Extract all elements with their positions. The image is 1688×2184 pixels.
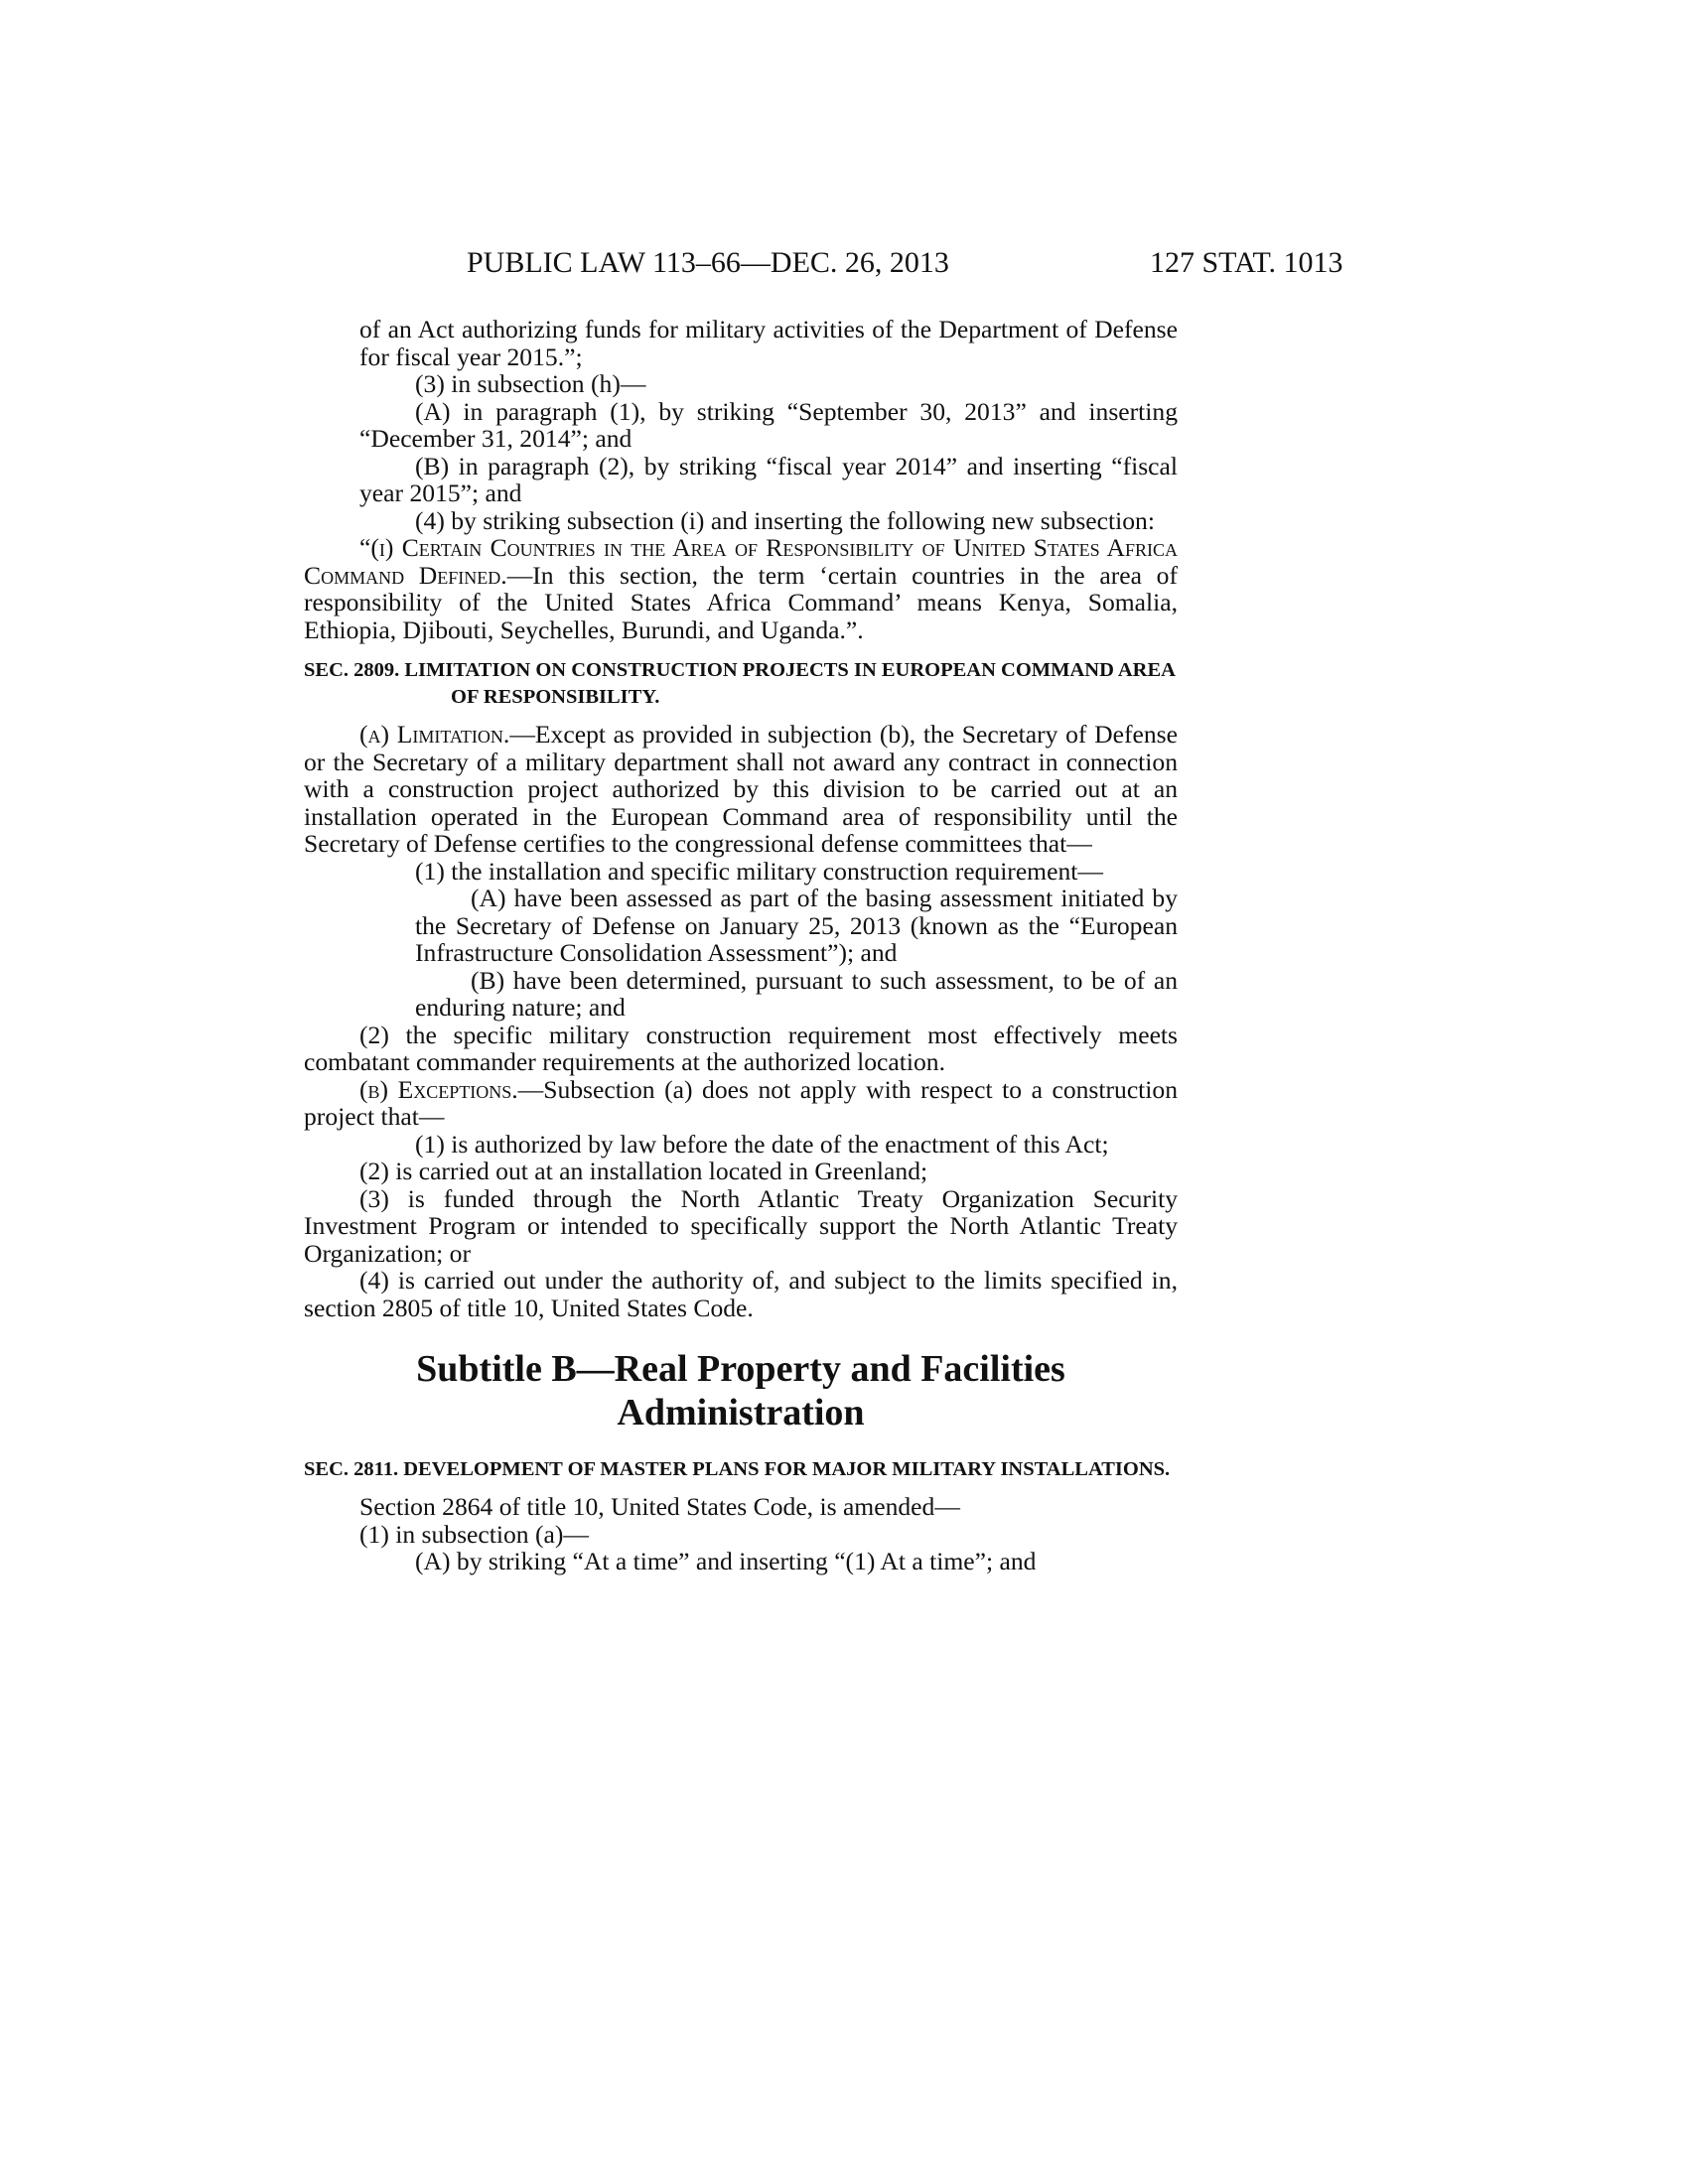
subtitle-heading: Subtitle B—Real Property and Facilities Administration [416, 1348, 1065, 1433]
paragraph-3-A: (A) in paragraph (1), by striking “September 30, 2013” and inserting “December 31, 2014”; and [359, 396, 1178, 453]
subsection-b-heading: (b) Exceptions. [359, 1074, 518, 1104]
new-subsection-i [304, 534, 1178, 643]
paragraph-3: (3) in subsection (h)— [415, 369, 646, 398]
running-head [0, 246, 1688, 286]
section-2811-1: (1) in subsection (a)— [359, 1519, 589, 1549]
subsection-a-2: (2) the specific military construction requirement most effectively meets combatant commander requirements at the authorized location. [304, 1020, 1178, 1076]
paragraph-continuation: of an Act authorizing funds for military activities of the Department of Defense for fiscal year 2015.”; [359, 315, 1178, 371]
running-head-title: PUBLIC LAW 113–66—DEC. 26, 2013 [467, 246, 949, 279]
subsection-i-text: —In this section, the term ‘certain countries in the area of responsibility of the United States Africa Command’ means Kenya, Somalia, Ethiopia, Djibouti, Seychelles, Burundi, and Uganda.”. [304, 560, 1178, 644]
subsection-a-text: —Except as provided in subjection (b), the Secretary of Defense or the Secretary of a military department shall not award any contract in connection with a construction project authorized by this division to be carried out at an installation operated in the European Command area of responsibility until the Secretary of Defense certifies to the congressional defense committees that— [304, 720, 1178, 858]
section-2811-1-A: (A) by striking “At a time” and inserting “(1) At a time”; and [415, 1547, 1037, 1575]
paragraph-4: (4) by striking subsection (i) and inserting the following new subsection: [415, 505, 1155, 535]
subsection-a-1-B: (B) have been determined, pursuant to such assessment, to be of an enduring nature; and [415, 965, 1178, 1022]
subsection-b-4: (4) is carried out under the authority of, and subject to the limits specified in, section 2805 of title 10, United States Code. [304, 1266, 1178, 1322]
section-2811-heading: SEC. 2811. DEVELOPMENT OF MASTER PLANS FOR MAJOR MILITARY INSTALLATIONS. [304, 1458, 1171, 1480]
subsection-b [304, 1076, 1178, 1131]
document-body [304, 316, 1178, 1575]
subsection-b-2: (2) is carried out at an installation located in Greenland; [359, 1157, 928, 1185]
paragraph-3-B: (B) in paragraph (2), by striking “fiscal year 2014” and inserting “fiscal year 2015”; and [359, 451, 1178, 507]
subsection-b-text: —Subsection (a) does not apply with respect to a construction project that— [304, 1074, 1178, 1131]
section-2809-heading: SEC. 2809. LIMITATION ON CONSTRUCTION PROJECTS IN EUROPEAN COMMAND AREA OF RESPONSIBILITY. [304, 659, 1175, 708]
subsection-a-1: (1) the installation and specific military construction requirement— [415, 856, 1103, 886]
subsection-a-1-A: (A) have been assessed as part of the basing assessment initiated by the Secretary of Defense on January 25, 2013 (known as the “European Infrastructure Consolidation Assessment”); and [415, 884, 1178, 967]
subsection-i-heading: “(i) Certain Countries in the Area of Responsibility of United States Africa Command Defined. [304, 533, 1178, 590]
subsection-b-1: (1) is authorized by law before the date of the enactment of this Act; [415, 1129, 1109, 1159]
statute-page-number: 127 STAT. 1013 [1150, 246, 1343, 279]
section-2811-intro: Section 2864 of title 10, United States Code, is amended— [359, 1492, 960, 1521]
subsection-b-3: (3) is funded through the North Atlantic Treaty Organization Security Investment Program or intended to specifically support the North Atlantic Treaty Organization; or [304, 1183, 1178, 1268]
subsection-a-heading: (a) Limitation. [359, 720, 510, 749]
subsection-a [304, 721, 1178, 858]
